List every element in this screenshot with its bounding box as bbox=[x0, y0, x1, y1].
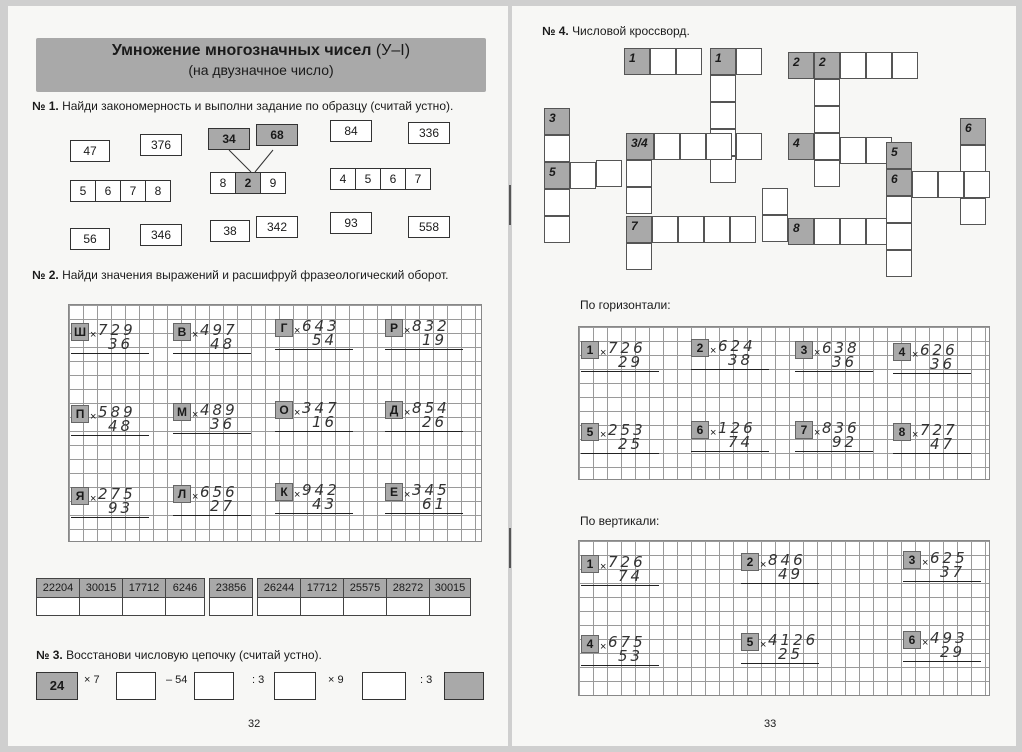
h-example-7: 7 × 836 92 bbox=[795, 419, 885, 459]
cw-cell[interactable] bbox=[626, 160, 652, 187]
cw-cell[interactable]: 3/4 bbox=[626, 133, 654, 160]
task3-text: № 3. Восстанови числовую цепочку (считай устно). bbox=[36, 648, 322, 662]
chain-blank[interactable] bbox=[194, 672, 234, 700]
cw-cell[interactable]: 5 bbox=[886, 142, 912, 169]
v-example-5: 5 × 4126 25 bbox=[741, 631, 831, 671]
answer-cell: 22204 bbox=[36, 578, 80, 616]
answer-table bbox=[36, 578, 470, 616]
cw-cell[interactable]: 6 bbox=[960, 118, 986, 145]
title-banner bbox=[36, 38, 486, 92]
h-example-2: 2 × 624 38 bbox=[691, 337, 781, 377]
cw-cell[interactable]: 6 bbox=[886, 169, 912, 196]
example-r: Р × 832 19 bbox=[385, 317, 475, 357]
sample-box: 34 bbox=[208, 128, 250, 150]
task2-text: № 2. Найди значения выражений и расшифруй фразеологический оборот. bbox=[32, 268, 449, 282]
cw-cell[interactable]: 2 bbox=[814, 52, 840, 79]
cw-cell[interactable] bbox=[730, 216, 756, 243]
sequence-a: 5 6 7 8 bbox=[70, 180, 171, 202]
h-example-5: 5 × 253 25 bbox=[581, 421, 671, 461]
cw-cell[interactable]: 3 bbox=[544, 108, 570, 135]
pair-box: 558 bbox=[408, 216, 450, 238]
cw-cell[interactable] bbox=[814, 79, 840, 106]
sample-box: 68 bbox=[256, 124, 298, 146]
cw-cell[interactable] bbox=[570, 162, 596, 189]
cw-cell[interactable] bbox=[840, 137, 866, 164]
pair-box: 47 bbox=[70, 140, 110, 162]
example-d: Д × 854 26 bbox=[385, 399, 475, 439]
task2-grid bbox=[68, 304, 482, 542]
cw-cell[interactable] bbox=[626, 243, 652, 270]
task4-text: № 4. Числовой кроссворд. bbox=[542, 24, 690, 38]
cw-cell[interactable] bbox=[960, 198, 986, 225]
cw-cell[interactable]: 1 bbox=[624, 48, 650, 75]
example-e: Е × 345 61 bbox=[385, 481, 475, 521]
answer-cell: 26244 bbox=[257, 578, 301, 616]
v-example-4: 4 × 675 53 bbox=[581, 633, 671, 673]
cw-cell[interactable] bbox=[886, 250, 912, 277]
example-m: М × 489 36 bbox=[173, 401, 263, 441]
page-number: 33 bbox=[764, 718, 777, 730]
example-sh: Ш × 729 36 bbox=[71, 321, 161, 361]
cw-cell[interactable] bbox=[866, 52, 892, 79]
cw-cell[interactable] bbox=[650, 48, 676, 75]
chain-blank[interactable] bbox=[362, 672, 406, 700]
example-l: Л × 656 27 bbox=[173, 483, 263, 523]
cw-cell[interactable] bbox=[762, 188, 788, 215]
h-example-6: 6 × 126 74 bbox=[691, 419, 781, 459]
cw-cell[interactable] bbox=[814, 218, 840, 245]
cw-cell[interactable] bbox=[762, 215, 788, 242]
h-example-8: 8 × 727 47 bbox=[893, 421, 983, 461]
cw-cell[interactable] bbox=[840, 218, 866, 245]
answer-cell: 17712 bbox=[122, 578, 166, 616]
v-example-3: 3 × 625 37 bbox=[903, 549, 993, 589]
answer-cell: 28272 bbox=[386, 578, 430, 616]
title-line-2: (на двузначное число) bbox=[188, 62, 334, 78]
spine-mark bbox=[509, 185, 511, 225]
h-example-1: 1 × 726 29 bbox=[581, 339, 671, 379]
cw-cell[interactable] bbox=[886, 223, 912, 250]
cw-cell[interactable] bbox=[892, 52, 918, 79]
cw-cell[interactable] bbox=[886, 196, 912, 223]
h-example-3: 3 × 638 36 bbox=[795, 339, 885, 379]
pair-box: 84 bbox=[330, 120, 372, 142]
cw-cell[interactable] bbox=[814, 133, 840, 160]
chain-op: : 3 bbox=[420, 674, 433, 686]
task1-text: № 1. Найди закономерность и выполни задание по образцу (считай устно). bbox=[32, 99, 454, 113]
cw-cell[interactable] bbox=[710, 156, 736, 183]
example-v: В × 497 48 bbox=[173, 321, 263, 361]
cw-cell[interactable] bbox=[840, 52, 866, 79]
title-line-1: Умножение многозначных чисел (У–I) bbox=[111, 42, 411, 59]
cw-cell[interactable] bbox=[706, 133, 732, 160]
cw-cell[interactable] bbox=[596, 160, 622, 187]
cw-cell[interactable] bbox=[680, 133, 706, 160]
cw-cell[interactable] bbox=[676, 48, 702, 75]
sequence-c: 4 5 6 7 bbox=[330, 168, 431, 190]
cw-cell[interactable] bbox=[964, 171, 990, 198]
pair-box: 346 bbox=[140, 224, 182, 246]
answer-cell: 30015 bbox=[79, 578, 123, 616]
cw-cell[interactable]: 7 bbox=[626, 216, 652, 243]
chain-blank[interactable] bbox=[116, 672, 156, 700]
pair-box: 376 bbox=[140, 134, 182, 156]
chain-blank[interactable] bbox=[274, 672, 316, 700]
answer-cell: 17712 bbox=[300, 578, 344, 616]
cw-cell[interactable] bbox=[736, 133, 762, 160]
example-o: О × 347 16 bbox=[275, 399, 365, 439]
right-page bbox=[512, 6, 1016, 746]
chain-op: × 7 bbox=[84, 674, 100, 686]
cw-cell[interactable] bbox=[544, 216, 570, 243]
example-p: П × 589 48 bbox=[71, 403, 161, 443]
cw-cell[interactable]: 5 bbox=[544, 162, 570, 189]
cw-cell[interactable] bbox=[814, 160, 840, 187]
v-example-2: 2 × 846 49 bbox=[741, 551, 831, 591]
title-code: (У–I) bbox=[375, 42, 411, 59]
example-ya: Я × 275 93 bbox=[71, 485, 161, 525]
cw-cell[interactable] bbox=[960, 145, 986, 172]
h-example-4: 4 × 626 36 bbox=[893, 341, 983, 381]
cw-cell[interactable] bbox=[544, 189, 570, 216]
pair-box: 93 bbox=[330, 212, 372, 234]
horizontal-title: По горизонтали: bbox=[580, 298, 671, 312]
cw-cell[interactable]: 1 bbox=[710, 48, 736, 75]
example-k: К × 942 43 bbox=[275, 481, 365, 521]
cw-cell[interactable] bbox=[652, 216, 678, 243]
cw-cell[interactable]: 4 bbox=[788, 133, 814, 160]
cw-cell[interactable] bbox=[912, 171, 938, 198]
left-page bbox=[8, 6, 508, 746]
pair-box: 342 bbox=[256, 216, 298, 238]
chain-op: – 54 bbox=[166, 674, 188, 686]
v-example-6: 6 × 493 29 bbox=[903, 629, 993, 669]
answer-cell: 6246 bbox=[165, 578, 205, 616]
cw-cell[interactable] bbox=[938, 171, 964, 198]
cw-cell[interactable] bbox=[626, 187, 652, 214]
answer-cell: 25575 bbox=[343, 578, 387, 616]
chain-start: 24 bbox=[36, 672, 78, 700]
cw-cell[interactable] bbox=[678, 216, 704, 243]
chain-end[interactable] bbox=[444, 672, 484, 700]
pair-box: 336 bbox=[408, 122, 450, 144]
cw-cell[interactable] bbox=[814, 106, 840, 133]
pair-box: 38 bbox=[210, 220, 250, 242]
horizontal-grid bbox=[578, 326, 990, 480]
vertical-title: По вертикали: bbox=[580, 514, 660, 528]
cw-cell[interactable] bbox=[544, 135, 570, 162]
answer-cell: 30015 bbox=[429, 578, 471, 616]
cw-cell[interactable] bbox=[736, 48, 762, 75]
cw-cell[interactable] bbox=[710, 102, 736, 129]
cw-cell[interactable]: 8 bbox=[788, 218, 814, 245]
cw-cell[interactable]: 2 bbox=[788, 52, 814, 79]
cw-cell[interactable] bbox=[704, 216, 730, 243]
spine-mark bbox=[509, 528, 511, 568]
example-g: Г × 643 54 bbox=[275, 317, 365, 357]
answer-cell: 23856 bbox=[209, 578, 253, 616]
chain-op: × 9 bbox=[328, 674, 344, 686]
page-number: 32 bbox=[248, 718, 261, 730]
cw-cell[interactable] bbox=[654, 133, 680, 160]
v-example-1: 1 × 726 74 bbox=[581, 553, 671, 593]
sequence-sample: 8 2 9 bbox=[210, 172, 286, 194]
chain-op: : 3 bbox=[252, 674, 265, 686]
pair-box: 56 bbox=[70, 228, 110, 250]
vertical-grid bbox=[578, 540, 990, 696]
cw-cell[interactable] bbox=[710, 75, 736, 102]
